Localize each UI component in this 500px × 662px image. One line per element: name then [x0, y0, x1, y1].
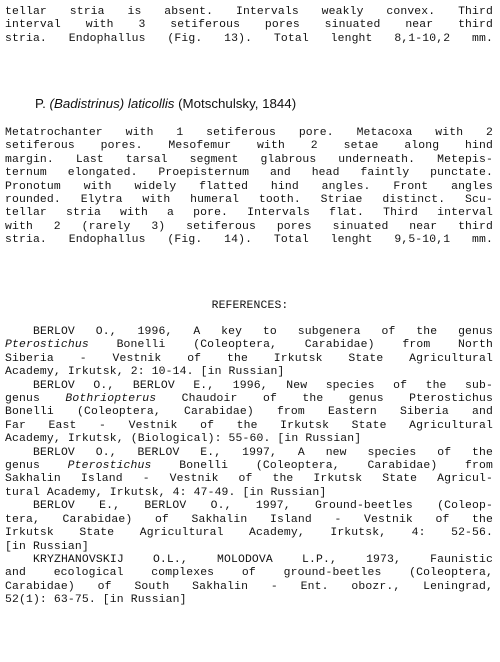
- reference-line: Pterostichus Bonelli (Coleoptera, Carabidae) from North: [5, 339, 493, 352]
- reference-line: Bonelli (Coleoptera, Carabidae) from Eastern Siberia and: [5, 406, 493, 419]
- text-line: margin. Last tarsal segment glabrous underneath. Metepis-: [5, 153, 493, 166]
- reference-line: BERLOV O., 1996, A key to subgenera of the genus: [33, 326, 493, 338]
- species-subgenus-name: (Badistrinus) laticollis: [49, 96, 175, 111]
- text-line: setiferous pores. Mesofemur with 2 setae along hind: [5, 140, 493, 153]
- text-line: ternum elongated. Proepisternum and head faintly punctate.: [5, 167, 493, 180]
- text-line: Pronotum with widely flatted hind angles. Front angles: [5, 180, 493, 193]
- text-line: tellar stria is absent. Intervals weakly convex. Third: [5, 6, 493, 18]
- text-line: interval with 3 setiferous pores sinuated near third: [5, 19, 493, 32]
- intro-paragraph: [5, 6, 493, 46]
- text-line: stria. Endophallus (Fig. 14). Total lenght 9,5-10,1 mm.: [5, 234, 493, 247]
- references-title: REFERENCES:: [211, 300, 289, 312]
- reference-entry: [5, 447, 493, 501]
- reference-line: Irkutsk State Agricultural Academy, Irkutsk, 4: 52-56.: [5, 527, 493, 540]
- text-line: rounded. Elytra with humeral tooth. Striae distinct. Scu-: [5, 194, 493, 207]
- genus-name: Pterostichus: [67, 460, 152, 473]
- reference-entry: [5, 380, 493, 447]
- reference-line: Academy, Irkutsk, 2: 10-14. [in Russian]: [5, 366, 285, 379]
- reference-line: genus Bothriopterus Chaudoir of the genus Pterostichus: [5, 393, 493, 406]
- reference-line: tural Academy, Irkutsk, 4: 47-49. [in Russian]: [5, 486, 327, 499]
- reference-line: Sakhalin Island - Vestnik of the Irkutsk State Agricul-: [5, 473, 493, 486]
- species-description: [5, 127, 493, 248]
- reference-line: Academy, Irkutsk, (Biological): 55-60. [in Russian]: [5, 433, 362, 446]
- genus-name: Pterostichus: [5, 339, 89, 352]
- reference-line: genus Pterostichus Bonelli (Coleoptera, Carabidae) from: [5, 460, 493, 473]
- text-line: Metatrochanter with 1 setiferous pore. Metacoxa with 2: [5, 127, 493, 139]
- reference-line: Far East - Vestnik of the Irkutsk State Agricultural: [5, 419, 493, 432]
- reference-line: Carabidae) of South Sakhalin - Ent. obozr., Leningrad,: [5, 580, 493, 593]
- reference-line: tera, Carabidae) of Sakhalin Island - Vestnik of the: [5, 513, 493, 526]
- reference-line: BERLOV E., BERLOV O., 1997, Ground-beetles (Coleop-: [33, 500, 493, 513]
- species-heading: [35, 96, 296, 111]
- reference-entry: [5, 500, 493, 554]
- reference-line: [in Russian]: [5, 540, 89, 553]
- reference-line: BERLOV O., BERLOV E., 1996, New species of the sub-: [33, 379, 493, 392]
- reference-line: and ecological complexes of ground-beetles (Coleoptera,: [5, 567, 493, 580]
- text-line: with 2 (rarely 3) setiferous pores sinuated near third: [5, 220, 493, 233]
- species-genus: P.: [35, 96, 50, 111]
- text-line: stria. Endophallus (Fig. 13). Total lenght 8,1-10,2 mm.: [5, 32, 493, 45]
- reference-line: Siberia - Vestnik of the Irkutsk State Agricultural: [5, 352, 493, 365]
- reference-line: KRYZHANOVSKIJ O.L., MOLODOVA L.P., 1973, Faunistic: [33, 553, 493, 566]
- reference-entry: [5, 554, 493, 608]
- references-list: [5, 326, 493, 608]
- reference-entry: [5, 326, 493, 380]
- species-author-year: (Motschulsky, 1844): [174, 96, 297, 111]
- genus-name: Bothriopterus: [65, 393, 157, 406]
- reference-line: 52(1): 63-75. [in Russian]: [5, 594, 187, 607]
- text-line: tellar stria with a pore. Intervals flat. Third interval: [5, 207, 493, 220]
- reference-line: BERLOV O., BERLOV E., 1997, A new species of the: [33, 446, 493, 459]
